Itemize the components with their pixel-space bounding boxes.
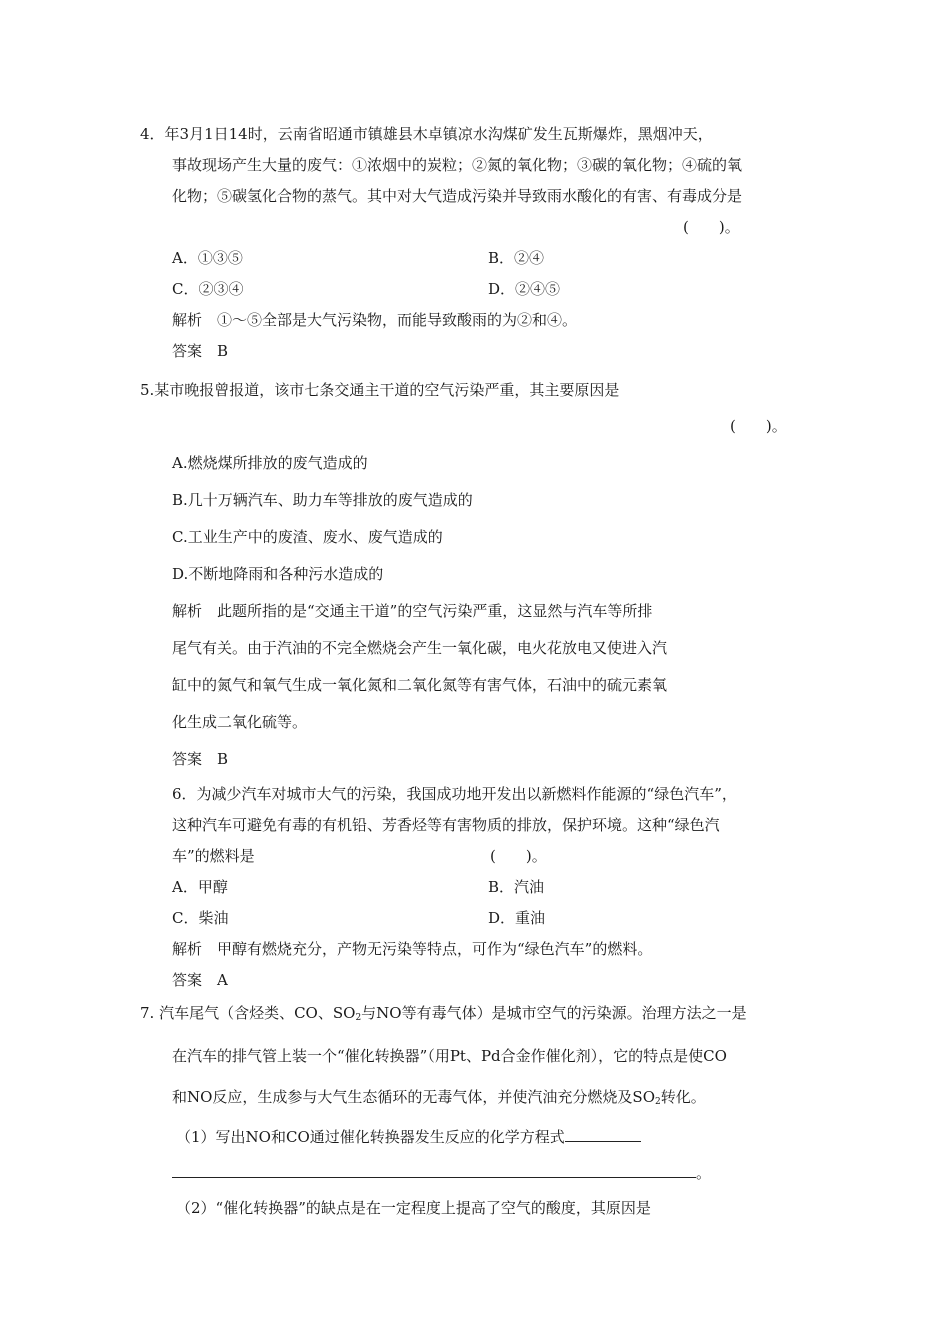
q6-stem-line-3: 车”的燃料是 [172, 847, 255, 865]
q5-option-a: A.燃烧煤所排放的废气造成的 [172, 454, 368, 472]
q4-answer: 答案 B [172, 342, 229, 360]
q6-answer-bracket: ( )。 [490, 847, 547, 865]
q4-stem-line-2: 事故现场产生大量的废气：①浓烟中的炭粒；②氮的氧化物；③碳的氧化物；④硫的氧 [172, 156, 743, 174]
q5-option-d: D.不断地降雨和各种污水造成的 [172, 565, 384, 583]
q4-answer-bracket: ( )。 [683, 218, 740, 236]
answer-blank-short[interactable] [565, 1126, 641, 1142]
q7-answer-line [172, 1162, 711, 1183]
q6-analysis: 解析 甲醇有燃烧充分，产物无污染等特点，可作为“绿色汽车”的燃料。 [172, 940, 653, 958]
q7-stem-line-1-text-a: 7. 汽车尾气（含烃类、CO、SO [140, 1004, 356, 1022]
q5-answer: 答案 B [172, 750, 229, 768]
subscript-2: 2 [655, 1097, 661, 1107]
q5-stem: 5.某市晚报曾报道，该市七条交通主干道的空气污染严重，其主要原因是 [140, 381, 620, 399]
q6-option-b: B．汽油 [488, 878, 545, 896]
q6-option-a: A．甲醇 [172, 878, 228, 896]
q4-analysis: 解析 ①～⑤全部是大气污染物，而能导致酸雨的为②和④。 [172, 311, 578, 329]
q4-stem-line-3: 化物；⑤碳氢化合物的蒸气。其中对大气造成污染并导致雨水酸化的有害、有毒成分是 [172, 187, 743, 205]
period: 。 [696, 1164, 712, 1182]
q5-analysis-line-1: 解析 此题所指的是“交通主干道”的空气污染严重，这显然与汽车等所排 [172, 602, 653, 620]
q6-option-c: C．柴油 [172, 909, 229, 927]
q6-option-d: D．重油 [488, 909, 546, 927]
q4-option-d: D．②④⑤ [488, 280, 561, 298]
q6-answer: 答案 A [172, 971, 228, 989]
q7-stem-line-3-text-b: 转化。 [660, 1088, 706, 1106]
q4-stem-line-1: 4．年3月1日14时，云南省昭通市镇雄县木卓镇凉水沟煤矿发生瓦斯爆炸，黑烟冲天， [140, 125, 713, 143]
q6-stem-line-2: 这种汽车可避免有毒的有机铅、芳香烃等有害物质的排放，保护环境。这种“绿色汽 [172, 816, 720, 834]
q7-stem-line-1-text-b: 与NO等有毒气体）是城市空气的污染源。治理方法之一是 [361, 1004, 747, 1022]
q6-stem-line-1: 6．为减少汽车对城市大气的污染，我国成功地开发出以新燃料作能源的“绿色汽车”， [172, 785, 737, 803]
q5-analysis-line-4: 化生成二氧化硫等。 [172, 713, 308, 731]
q7-stem-line-3 [172, 1087, 706, 1107]
q7-stem-line-3-text-a: 和NO反应，生成参与大气生态循环的无毒气体，并使汽油充分燃烧及SO [172, 1088, 655, 1106]
q5-analysis-line-2: 尾气有关。由于汽油的不完全燃烧会产生一氧化碳，电火花放电又使进入汽 [172, 639, 668, 657]
q5-option-c: C.工业生产中的废渣、废水、废气造成的 [172, 528, 443, 546]
q7-sub-question-2: （2）“催化转换器”的缺点是在一定程度上提高了空气的酸度，其原因是 [176, 1199, 651, 1217]
q5-option-b: B.几十万辆汽车、助力车等排放的废气造成的 [172, 491, 473, 509]
q4-option-a: A．①③⑤ [172, 249, 243, 267]
q7-sub-question-1-text: （1）写出NO和CO通过催化转换器发生反应的化学方程式 [176, 1128, 565, 1146]
q4-option-c: C．②③④ [172, 280, 244, 298]
answer-blank-long[interactable] [172, 1162, 696, 1178]
q4-option-b: B．②④ [488, 249, 545, 267]
q7-stem-line-2: 在汽车的排气管上装一个“催化转换器”（用Pt、Pd合金作催化剂），它的特点是使CO [172, 1047, 727, 1065]
subscript-2: 2 [355, 1013, 362, 1023]
q5-answer-bracket: ( )。 [730, 417, 787, 435]
q5-analysis-line-3: 缸中的氮气和氧气生成一氧化氮和二氧化氮等有害气体，石油中的硫元素氧 [172, 676, 668, 694]
q7-sub-question-1 [176, 1126, 641, 1147]
q7-stem-line-1 [140, 1003, 747, 1023]
